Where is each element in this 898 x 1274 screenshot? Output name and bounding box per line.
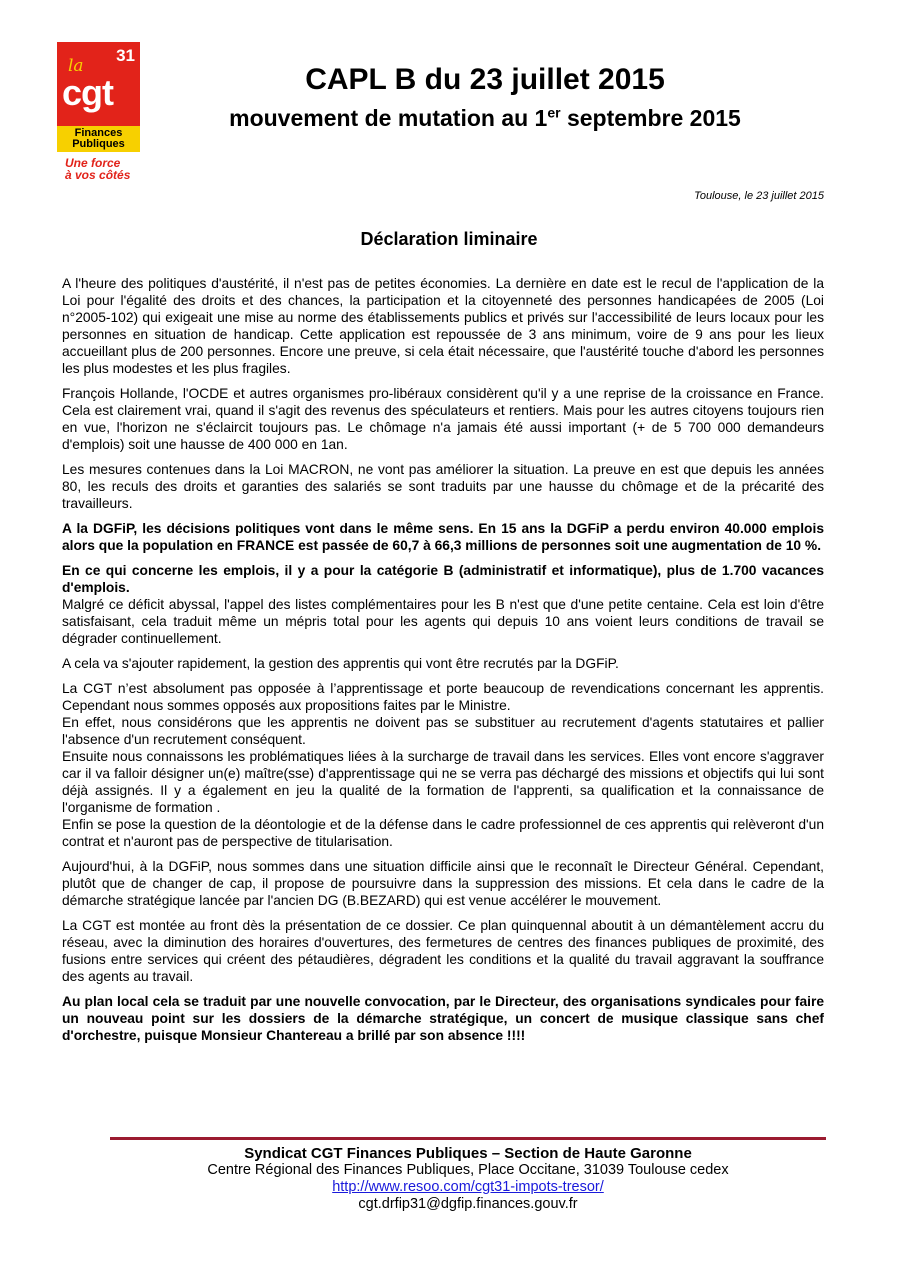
paragraph: A l'heure des politiques d'austérité, il n'est pas de petites économies. La dernière en date est le recul de l'application de la Loi pour l'égalité des droits et des chances, la participation et la citoyenneté des personnes handicapées de 2005 (Loi n°2005-102) qui exigeait une mise au norme des établissements publics et privés sur l'accessibilité de leurs locaux pour les personnes en situation de handicap. Cette application est repoussée de 3 ans minimum, voire de 9 ans pour les lieux accueillant plus de 200 personnes. Encore une preuve, si cela était nécessaire, que l'austérité touche d'abord les personnes les plus modestes et les plus fragiles.: [62, 276, 824, 376]
logo-tagline-1: Une force: [65, 156, 121, 170]
document-date: Toulouse, le 23 juillet 2015: [694, 190, 824, 202]
footer-url-link[interactable]: http://www.resoo.com/cgt31-impots-tresor/: [332, 1179, 604, 1195]
footer: [110, 1145, 826, 1213]
paragraph-bold: En ce qui concerne les emplois, il y a pour la catégorie B (administratif et informatique), plus de 1.700 vacances d'emplois.: [62, 563, 824, 595]
document-body: [62, 275, 824, 1052]
footer-divider: [110, 1137, 826, 1140]
logo-finances-publiques: [57, 126, 140, 152]
paragraph: Enfin se pose la question de la déontologie et de la défense dans le cadre professionnel de ces apprentis qui relèveront d'un contrat et n'auront pas de perspective de titularisation.: [62, 817, 824, 849]
logo-cgt: cgt: [62, 72, 113, 113]
section-heading: Déclaration liminaire: [360, 229, 538, 249]
paragraph: Les mesures contenues dans la Loi MACRON, ne vont pas améliorer la situation. La preuve en est que depuis les années 80, les reculs des droits et garanties des salariés se sont traduits par une hausse du chômage et de la précarité des travailleurs.: [62, 462, 824, 511]
paragraph: Ensuite nous connaissons les problématiques liées à la surcharge de travail dans les services. Elles vont encore s'aggraver car il va falloir désigner un(e) maître(sse) d'apprentissage qui ne se verra pas déchargé des missions et objectifs qui lui sont déjà assignés. Il y a également en jeu la qualité de la formation de l'apprenti, sa qualification et la connaissance de l'organisme de formation .: [62, 749, 824, 815]
document-title: CAPL B du 23 juillet 2015: [305, 63, 665, 96]
paragraph: François Hollande, l'OCDE et autres organismes pro-libéraux considèrent qu'il y a une reprise de la croissance en France. Cela est clairement vrai, quand il s'agit des revenus des spéculateurs et rentiers. Mais pour les autres citoyens toujours rien en vue, l'horizon ne s'éclaircit toujours pas. Le chômage n'a jamais été aussi important (+ de 5 700 000 demandeurs d'emplois) soit une hausse de 400 000 en 1an.: [62, 386, 824, 452]
footer-address: Centre Régional des Finances Publiques, Place Occitane, 31039 Toulouse cedex: [207, 1162, 729, 1178]
paragraph: Aujourd'hui, à la DGFiP, nous sommes dans une situation difficile ainsi que le reconnaît le Directeur Général. Cependant, plutôt que de changer de cap, il propose de poursuivre dans la suppression des missions. Et cela dans le cadre de la démarche stratégique lancée par l'ancien DG (B.BEZARD) qui est venue accélérer le mouvement.: [62, 859, 824, 908]
paragraph: Malgré ce déficit abyssal, l'appel des listes complémentaires pour les B n'est que d'une petite centaine. Cela est loin d'être satisfaisant, cela traduit même un mépris total pour les agents qui depuis 10 ans voient leurs conditions de travail se dégrader continuellement.: [62, 597, 824, 646]
footer-org: Syndicat CGT Finances Publiques – Section de Haute Garonne: [244, 1145, 692, 1162]
subtitle-post: septembre 2015: [560, 105, 741, 131]
logo-la: la: [68, 56, 84, 76]
subtitle-pre: mouvement de mutation au 1: [229, 105, 548, 131]
logo-tagline: [57, 157, 140, 181]
paragraph: La CGT n’est absolument pas opposée à l’apprentissage et porte beaucoup de revendications concernant les apprentis. Cependant nous sommes opposés aux propositions faites par le Ministre.: [62, 681, 824, 713]
logo-tagline-2: à vos côtés: [65, 168, 131, 182]
paragraph-bold: Au plan local cela se traduit par une nouvelle convocation, par le Directeur, des organisations syndicales pour faire un nouveau point sur les dossiers de la démarche stratégique, un concert de musique classique sans chef d'orchestre, puisque Monsieur Chantereau a brillé par son absence !!!!: [62, 994, 824, 1043]
paragraph-bold: A la DGFiP, les décisions politiques vont dans le même sens. En 15 ans la DGFiP a perdu environ 40.000 emplois alors que la population en FRANCE est passée de 60,7 à 66,3 millions de personnes soit une augmentation de 10 %.: [62, 521, 824, 553]
paragraph: La CGT est montée au front dès la présentation de ce dossier. Ce plan quinquennal aboutit à un démantèlement accru du réseau, avec la diminution des horaires d'ouvertures, des fermetures de centres des finances publiques de proximité, des fusions entre services qui créent des pétaudières, dégradent les conditions et la qualité du travail aggravant la souffrance des agents au travail.: [62, 918, 824, 984]
logo-line1: Finances: [74, 127, 123, 139]
document-subtitle: [175, 103, 795, 133]
paragraph: A cela va s'ajouter rapidement, la gestion des apprentis qui vont être recrutés par la DGFiP.: [62, 656, 619, 671]
logo-line2: Publiques: [72, 138, 125, 150]
subtitle-sup: er: [547, 104, 561, 121]
logo-number: 31: [116, 46, 135, 65]
logo-red-box: [57, 42, 140, 149]
cgt-logo: [57, 42, 140, 190]
footer-email[interactable]: cgt.drfip31@dgfip.finances.gouv.fr: [358, 1196, 578, 1212]
paragraph: En effet, nous considérons que les apprentis ne doivent pas se substituer au recrutement d'agents statutaires et pallier l'absence d'un recrutement conséquent.: [62, 715, 824, 747]
